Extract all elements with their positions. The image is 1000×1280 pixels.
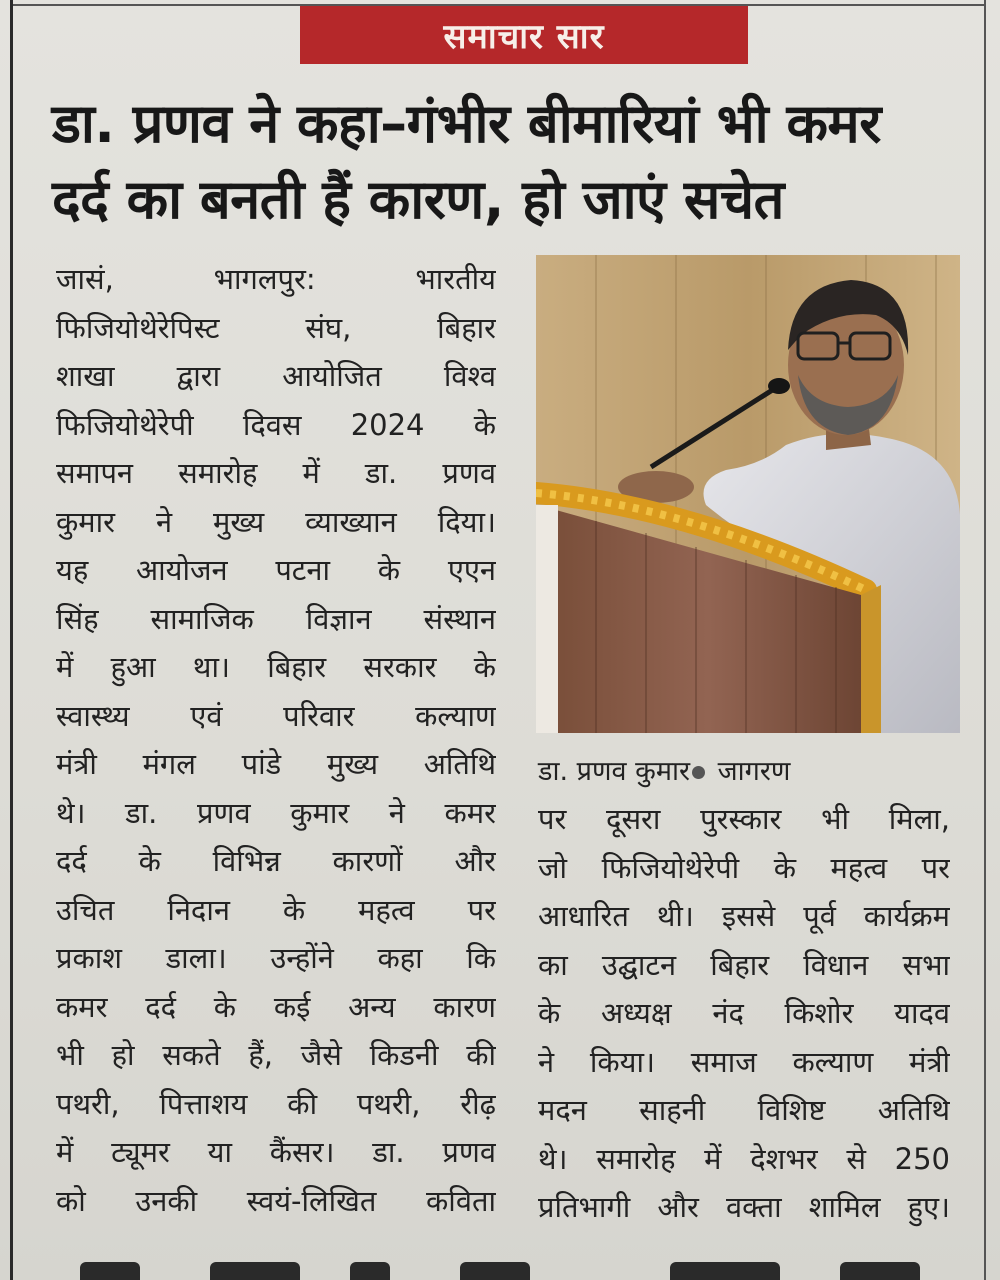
right-line: का उद्घाटन बिहार विधान सभा [538, 947, 950, 982]
headline [52, 86, 952, 238]
right-column-rule [984, 0, 986, 1280]
left-column-rule [10, 0, 13, 1280]
left-line: को उनकी स्वयं-लिखित कविता [56, 1183, 496, 1218]
caption-credit: जागरण [717, 756, 791, 787]
headline-line-2: दर्द का बनती हैं कारण, हो जाएं सचेत [52, 168, 784, 231]
left-line: मंत्री मंगल पांडे मुख्य अतिथि [56, 747, 496, 781]
article-right-column [538, 795, 950, 1232]
left-line: पथरी, पित्ताशय की पथरी, रीढ़ [56, 1086, 496, 1121]
left-line: यह आयोजन पटना के एएन [56, 553, 496, 587]
left-line: जासं, भागलपुर: भारतीय [56, 262, 496, 296]
left-line: स्वास्थ्य एवं परिवार कल्याण [56, 698, 496, 733]
right-line: आधारित थी। इससे पूर्व कार्यक्रम [538, 899, 950, 933]
caption-bullet-icon [692, 766, 705, 779]
speaker-photo-illustration [536, 255, 960, 733]
left-line: में ट्यूमर या कैंसर। डा. प्रणव [56, 1135, 496, 1169]
left-line: कमर दर्द के कई अन्य कारण [56, 989, 496, 1024]
right-line: ने किया। समाज कल्याण मंत्री [538, 1044, 950, 1079]
article-left-column [56, 255, 496, 1225]
left-line: फिजियोथेरेपी दिवस 2024 के [56, 407, 496, 442]
left-line: भी हो सकते हैं, जैसे किडनी की [56, 1038, 496, 1072]
right-line: पर दूसरा पुरस्कार भी मिला, [538, 802, 950, 836]
left-line: फिजियोथेरेपिस्ट संघ, बिहार [56, 310, 496, 345]
caption-name: डा. प्रणव कुमार [538, 756, 690, 787]
photo-caption [538, 752, 950, 792]
left-line: थे। डा. प्रणव कुमार ने कमर [56, 795, 496, 830]
right-line: मदन साहनी विशिष्ट अतिथि [538, 1093, 950, 1127]
headline-line-1: डा. प्रणव ने कहा–गंभीर बीमारियां भी कमर [52, 92, 881, 155]
left-line: कुमार ने मुख्य व्याख्यान दिया। [56, 504, 496, 539]
left-line: में हुआ था। बिहार सरकार के [56, 650, 496, 684]
speaker-photo [536, 255, 960, 733]
left-line: सिंह सामाजिक विज्ञान संस्थान [56, 601, 496, 636]
right-line: प्रतिभागी और वक्ता शामिल हुए। [538, 1190, 950, 1224]
right-line: जो फिजियोथेरेपी के महत्व पर [538, 850, 950, 885]
left-line: प्रकाश डाला। उन्होंने कहा कि [56, 941, 496, 975]
section-tag: समाचार सार [300, 6, 748, 64]
left-line: समापन समारोह में डा. प्रणव [56, 456, 496, 490]
next-article-cutoff [40, 1254, 980, 1280]
left-line: उचित निदान के महत्व पर [56, 892, 496, 927]
right-line: थे। समारोह में देशभर से 250 [538, 1141, 950, 1176]
right-line: के अध्यक्ष नंद किशोर यादव [538, 996, 950, 1030]
left-line: दर्द के विभिन्न कारणों और [56, 844, 496, 878]
left-line: शाखा द्वारा आयोजित विश्व [56, 359, 496, 393]
